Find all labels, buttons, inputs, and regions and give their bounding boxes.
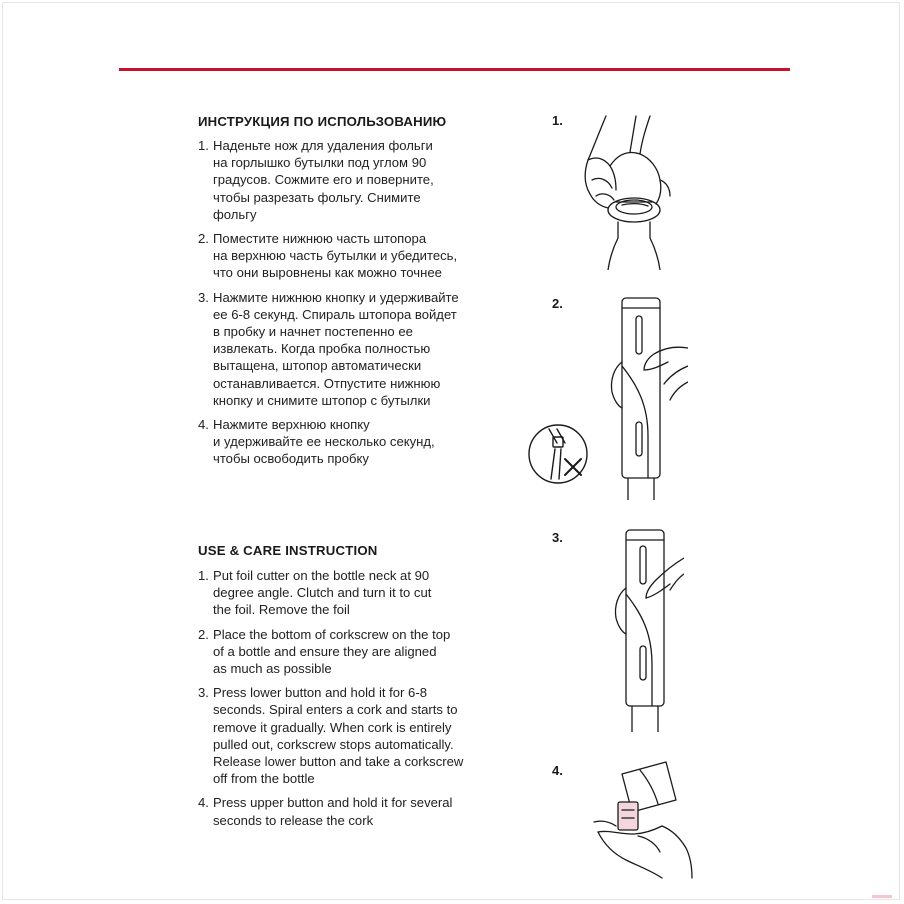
step-number: 3. — [198, 685, 209, 701]
step-text-line: off from the bottle — [213, 771, 315, 787]
cork-release-illustration — [588, 760, 700, 880]
step-text-line: чтобы разрезать фольгу. Снимите — [213, 189, 421, 205]
step-text-line: Place the bottom of corkscrew on the top — [213, 626, 451, 642]
step-text-line: и удерживайте ее несколько секунд, — [213, 434, 435, 450]
corkscrew-on-bottle-illustration — [598, 296, 688, 500]
figure-number-4: 4. — [552, 763, 563, 778]
step-number: 1. — [198, 568, 209, 583]
step-number: 1. — [198, 138, 209, 153]
step-text-line: Press lower button and hold it for 6-8 — [213, 685, 427, 701]
step-text-line: ее 6-8 секунд. Спираль штопора войдет — [213, 306, 457, 322]
step-text-line: Put foil cutter on the bottle neck at 90 — [213, 568, 430, 583]
instruction-step — [198, 416, 498, 468]
step-text-line: градусов. Сожмите его и поверните, — [213, 172, 434, 188]
figure-number-3: 3. — [552, 530, 563, 545]
header-divider — [119, 68, 790, 71]
step-text-line: seconds to release the cork — [213, 812, 374, 828]
page-corner-mark — [872, 895, 892, 898]
step-number: 2. — [198, 231, 209, 247]
step-number: 4. — [198, 417, 209, 433]
step-text-line: seconds. Spiral enters a cork and starts to — [213, 702, 458, 718]
ru-instructions-heading: ИНСТРУКЦИЯ ПО ИСПОЛЬЗОВАНИЮ — [198, 114, 447, 129]
instruction-step — [198, 137, 498, 223]
step-text-line: Наденьте нож для удаления фольги — [213, 138, 433, 153]
step-text-line: remove it gradually. When cork is entirely — [213, 719, 452, 735]
step-text-line: Нажмите верхнюю кнопку — [213, 417, 370, 433]
step-number: 3. — [198, 289, 209, 305]
step-text-line: извлекать. Когда пробка полностью — [213, 341, 431, 357]
misaligned-warning-icon — [527, 423, 589, 485]
step-number: 2. — [198, 626, 209, 642]
figure-number-1: 1. — [552, 113, 563, 128]
step-text-line: на горлышко бутылки под углом 90 — [213, 155, 427, 171]
step-text-line: кнопку и снимите штопор с бутылки — [213, 392, 431, 408]
figure-number-2: 2. — [552, 296, 563, 311]
step-text-line: в пробку и начнет постепенно ее — [213, 324, 413, 340]
step-text-line: as much as possible — [213, 661, 332, 677]
foil-cutter-on-bottle-illustration — [570, 110, 680, 270]
instruction-step — [198, 626, 498, 678]
en-instruction-steps — [198, 567, 498, 836]
ru-instruction-steps — [198, 137, 498, 475]
instruction-step — [198, 567, 498, 619]
corkscrew-press-button-illustration — [604, 528, 684, 732]
step-text-line: на верхнюю часть бутылки и убедитесь, — [213, 248, 458, 264]
step-text-line: Press upper button and hold it for several — [213, 795, 453, 811]
instruction-step — [198, 289, 498, 409]
step-text-line: Нажмите нижнюю кнопку и удерживайте — [213, 289, 459, 305]
step-text-line: фольгу — [213, 206, 257, 222]
step-text-line: pulled out, corkscrew stops automatically. — [213, 736, 454, 752]
instruction-step — [198, 230, 498, 282]
instruction-step — [198, 794, 498, 828]
step-text-line: останавливается. Отпустите нижнюю — [213, 375, 441, 391]
step-text-line: Поместите нижнюю часть штопора — [213, 231, 427, 247]
step-number: 4. — [198, 795, 209, 811]
step-text-line: the foil. Remove the foil — [213, 602, 350, 618]
step-text-line: вытащена, штопор автоматически — [213, 358, 422, 374]
step-text-line: of a bottle and ensure they are aligned — [213, 643, 437, 659]
instruction-step — [198, 684, 498, 787]
step-text-line: Release lower button and take a corkscrew — [213, 754, 464, 770]
step-text-line: что они выровнены как можно точнее — [213, 265, 442, 281]
step-text-line: чтобы освободить пробку — [213, 451, 369, 467]
step-text-line: degree angle. Clutch and turn it to cut — [213, 585, 432, 601]
en-instructions-heading: USE & CARE INSTRUCTION — [198, 543, 378, 558]
